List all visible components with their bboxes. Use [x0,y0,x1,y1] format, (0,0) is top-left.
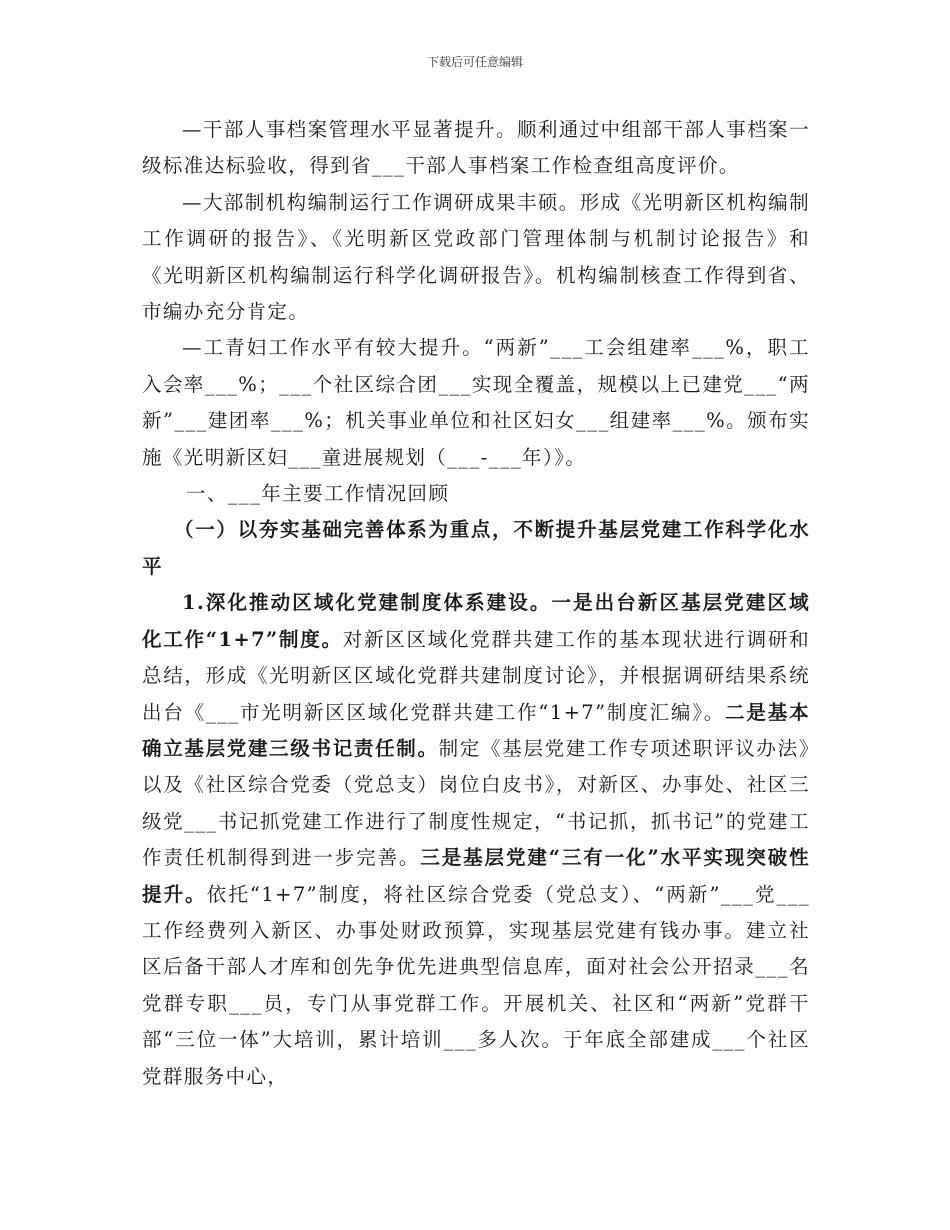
section-heading [142,476,810,512]
paragraph-party-building [142,585,810,1095]
heading-text: （一）以夯实基础完善体系为重点，不断提升基层党建工作科学化水平 [142,518,810,578]
bold-lead: 1.深化推动区域化党建制度体系建设。一是出台新区基层党建区域化工作“1+7”制度。 [142,591,810,651]
paragraph-text: —大部制机构编制运行工作调研成果丰硕。形成《光明新区机构编制工作调研的报告》、《光明新区党政部门管理体制与机制讨论报告》和《光明新区机构编制运行科学化调研报告》。机构编制核查工作得到省、市编办充分肯定。 [142,190,810,324]
paragraph-text: 依托“1+7”制度，将社区综合党委（党总支）、“两新”___党___工作经费列入新区、办事处财政预算，实现基层党建有钱办事。建立社区后备干部人才库和创先争优先进典型信息库，面对社会公开招录___名党群专职___员，专门从事党群工作。开展机关、社区和“两新”党群干部“三位一体”大培训，累计培训___多人次。于年底全部建成___个社区党群服务中心， [142,882,810,1088]
heading-text: 一、___年主要工作情况回顾 [186,482,450,506]
subsection-heading [142,512,810,585]
paragraph-text: 对新区区域化党群共建工作的基本现状进行调研和总结，形成《光明新区区域化党群共建制度讨论》，并根据调研结果系统出台《___市光明新区区域化党群共建工作“1+7”制度汇编》。 [142,627,810,724]
page-header: 下载后可任意编辑 [426,55,523,69]
paragraph-union-youth-women [142,330,810,476]
bold-lead: 三是基层党建“三有一化”水平实现突破性提升。 [142,846,810,906]
paragraph-text: —干部人事档案管理水平显著提升。顺利通过中组部干部人事档案一级标准达标验收，得到省___干部人事档案工作检查组高度评价。 [142,118,810,178]
paragraph-organization [142,185,810,331]
paragraph-text: 制定《基层党建工作专项述职评议办法》以及《社区综合党委（党总支）岗位白皮书》，对新区、办事处、社区三级党___书记抓党建工作进行了制度性规定，“书记抓，抓书记”的党建工作责任机制得到进一步完善。 [142,736,810,870]
paragraph-text: —工青妇工作水平有较大提升。“两新”___工会组建率___%，职工入会率___%；___个社区综合团___实现全覆盖，规模以上已建党___“两新”___建团率___%；机关事业单位和社区妇女___组建率___%。颁布实施《光明新区妇___童进展规划（___-___年）》。 [142,336,810,469]
bold-lead: 二是基本确立基层党建三级书记责任制。 [142,700,810,760]
paragraph-archive [142,112,810,185]
document-body [142,112,810,1095]
